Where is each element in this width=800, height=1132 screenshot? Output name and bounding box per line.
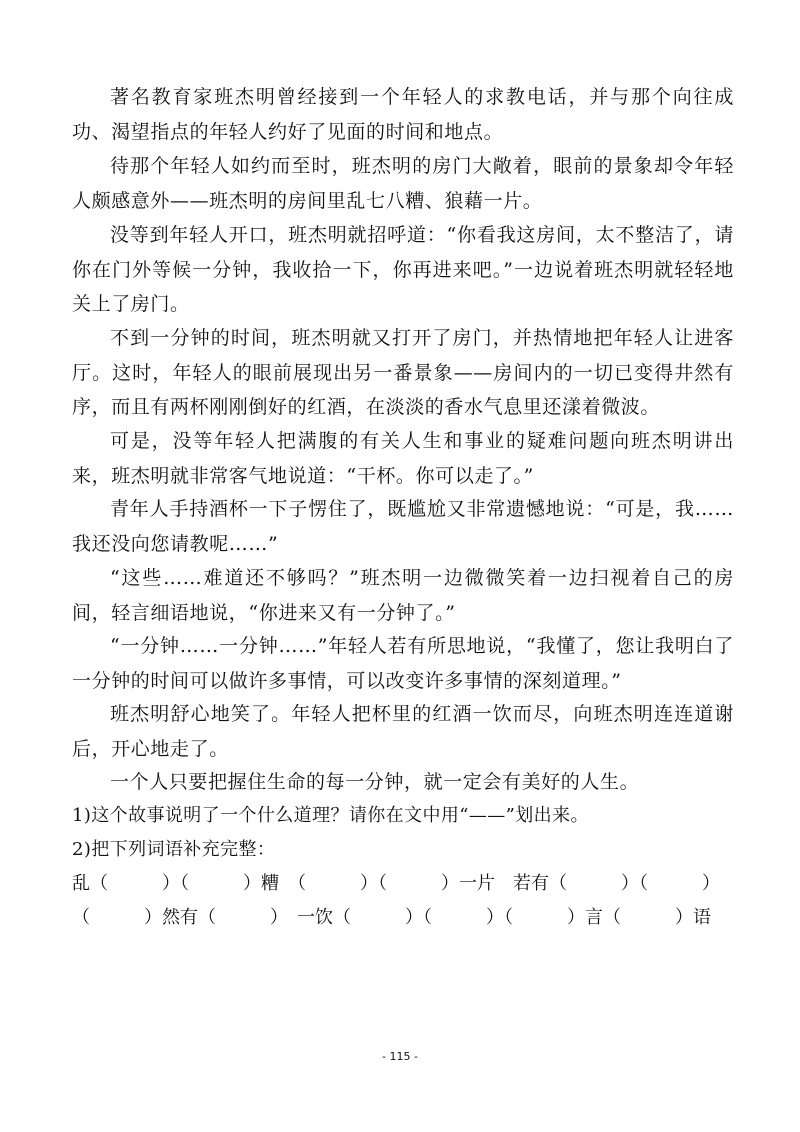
fill-in-row-1: 乱（ ）（ ）糟 （ ）（ ）一片 若有（ ）（ ） — [72, 873, 720, 894]
passage-paragraph-2: 待那个年轻人如约而至时，班杰明的房门大敞着，眼前的景象却令年轻人颇感意外——班杰明的房间里乱七八糟、狼藉一片。 — [72, 155, 734, 212]
passage-paragraph-8: “一分钟……一分钟……”年轻人若有所思地说，“我懂了，您让我明白了一分钟的时间可以做许多事情，可以改变许多事情的深刻道理。” — [72, 635, 734, 692]
passage-paragraph-3: 没等到年轻人开口，班杰明就招呼道：“你看我这房间，太不整洁了，请你在门外等候一分钟，我收拾一下，你再进来吧。”一边说着班杰明就轻轻地关上了房门。 — [72, 224, 734, 315]
passage-paragraph-4: 不到一分钟的时间，班杰明就又打开了房门，并热情地把年轻人让进客厅。这时，年轻人的眼前展现出另一番景象——房间内的一切已变得井然有序，而且有两杯刚刚倒好的红酒，在淡淡的香水气息里还漾着微波。 — [72, 327, 734, 418]
passage-paragraph-6: 青年人手持酒杯一下子愣住了，既尴尬又非常遗憾地说：“可是，我……我还没向您请教呢……” — [72, 498, 734, 555]
fill-in-row-2: （ ）然有（ ） 一饮（ ）（ ）（ ）言（ ）语 — [72, 907, 711, 928]
question-1: 1)这个故事说明了一个什么道理？请你在文中用“——”划出来。 — [72, 805, 589, 826]
passage-paragraph-1: 著名教育家班杰明曾经接到一个年轻人的求教电话，并与那个向往成功、渴望指点的年轻人约好了见面的时间和地点。 — [72, 86, 734, 143]
passage-paragraph-7: “这些……难道还不够吗？”班杰明一边微微笑着一边扫视着自己的房间，轻言细语地说，“你进来又有一分钟了。” — [72, 567, 734, 624]
question-2: 2)把下列词语补充完整： — [72, 839, 276, 860]
passage-paragraph-5: 可是，没等年轻人把满腹的有关人生和事业的疑难问题向班杰明讲出来，班杰明就非常客气地说道：“干杯。你可以走了。” — [72, 430, 734, 487]
page-number: - 115 - — [382, 1050, 418, 1063]
passage-paragraph-9: 班杰明舒心地笑了。年轻人把杯里的红酒一饮而尽，向班杰明连连道谢后，开心地走了。 — [72, 703, 734, 760]
passage-conclusion: 一个人只要把握住生命的每一分钟，就一定会有美好的人生。 — [110, 771, 640, 793]
